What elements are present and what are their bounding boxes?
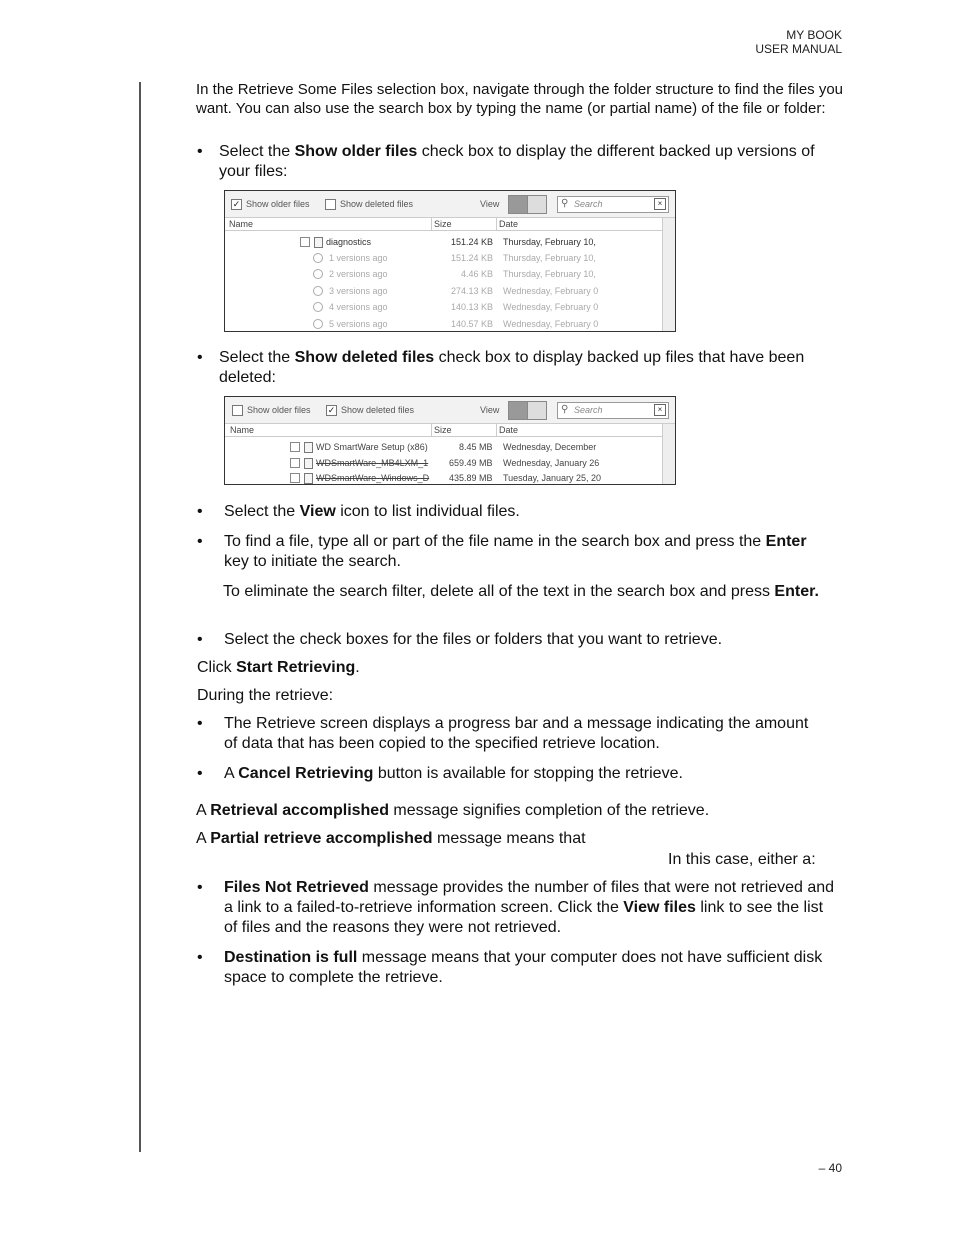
version-radio[interactable] [313,302,323,312]
bullet-text: Select the View icon to list individual files. [224,503,520,520]
row-name: 5 versions ago [329,319,388,329]
show-deleted-checkbox[interactable]: ✓ [327,405,336,415]
running-header [755,28,842,56]
row-date: Thursday, February 10, [503,253,596,263]
retrieve-files-panel-older [224,190,676,332]
col-size[interactable]: Size [434,219,452,229]
row-date: Wednesday, December [503,442,597,452]
table-row[interactable] [225,267,663,283]
row-date: Wednesday, January 26 [503,458,600,468]
row-name: 4 versions ago [329,302,388,312]
bullet-glyph: • [197,949,203,966]
search-icon: ⚲ [561,404,569,415]
version-radio[interactable] [313,319,323,329]
during-retrieve-heading: During the retrieve: [197,687,334,704]
clear-search-icon[interactable]: × [654,198,666,210]
header-doc: USER MANUAL [755,42,842,56]
show-deleted-label: Show deleted files [340,199,414,209]
retrieve-files-panel-deleted [224,396,676,485]
table-row[interactable] [225,317,663,332]
partial-retrieve-paragraph: A Partial retrieve accomplished message means that [196,830,586,847]
bullet-text: Files Not Retrieved message provides the number of files that were not retrieved and a link to a failed-to-retrieve information screen. Click the View files link to see the list of files and the reasons they were not retrieved. [224,879,835,936]
row-date: Thursday, February 10, [503,269,596,279]
bullet-glyph: • [197,765,203,782]
row-size: 151.24 KB [451,253,494,263]
row-size: 435.89 MB [449,473,493,483]
version-radio[interactable] [313,269,323,279]
search-view-icon[interactable] [527,401,547,420]
search-placeholder: Search [574,199,603,209]
search-icon: ⚲ [561,198,569,209]
bullet-text: To find a file, type all or part of the file name in the search box and press the Enter key to initiate the search. [224,533,807,570]
col-date[interactable]: Date [499,219,519,229]
search-view-icon[interactable] [527,195,547,214]
bullet-text: A Cancel Retrieving button is available for stopping the retrieve. [224,765,683,782]
row-checkbox[interactable] [290,473,300,483]
row-size: 151.24 KB [451,237,494,247]
vertical-scrollbar[interactable] [662,424,675,484]
show-older-checkbox[interactable] [232,405,243,416]
bullet-text: Select the Show older files check box to display the different backed up versions of your files: [219,143,815,180]
click-start-paragraph: Click Start Retrieving. [197,659,360,676]
table-row[interactable] [225,251,663,267]
view-label: View [480,199,500,209]
bullet-text: Select the check boxes for the files or folders that you want to retrieve. [224,631,723,648]
col-name[interactable]: Name [229,219,254,229]
search-placeholder: Search [574,405,603,415]
row-checkbox[interactable] [290,442,300,452]
version-radio[interactable] [313,286,323,296]
row-name: WDSmartWare_Windows_D [316,473,430,483]
panel-toolbar [225,191,675,218]
table-row[interactable] [225,440,663,456]
row-checkbox[interactable] [300,237,310,247]
panel-toolbar [225,397,675,424]
vertical-scrollbar[interactable] [662,218,675,331]
table-row[interactable] [225,471,663,485]
row-date: Tuesday, January 25, 20 [503,473,602,483]
row-size: 140.57 KB [451,319,494,329]
row-size: 4.46 KB [461,269,494,279]
header-product: MY BOOK [786,28,842,42]
bullet-text: Destination is full message means that your computer does not have sufficient disk space to complete the retrieve. [224,949,823,986]
row-date: Thursday, February 10, [503,237,596,247]
col-date[interactable]: Date [499,425,519,435]
bullet-text: The Retrieve screen displays a progress bar and a message indicating the amount of data that has been copied to the specified retrieve location. [224,715,809,752]
column-header-row [225,424,663,437]
row-date: Wednesday, February 0 [503,319,599,329]
bullet-glyph: • [197,533,203,550]
bullet-glyph: • [197,715,203,732]
show-older-label: Show older files [247,405,311,415]
row-name: diagnostics [326,237,372,247]
row-size: 140.13 KB [451,302,494,312]
list-view-icon[interactable] [508,401,528,420]
row-date: Wednesday, February 0 [503,286,599,296]
list-view-icon[interactable] [508,195,528,214]
bullet-glyph: • [197,349,203,366]
search-filter-note: To eliminate the search filter, delete all of the text in the search box and press Enter. [223,583,819,600]
row-checkbox[interactable] [290,458,300,468]
bullet-glyph: • [197,631,203,648]
page-number: – 40 [818,1161,842,1175]
folder-icon [304,442,313,453]
row-name: 3 versions ago [329,286,388,296]
show-older-checkbox[interactable]: ✓ [232,199,241,209]
view-label: View [480,405,500,415]
table-row[interactable] [225,235,663,251]
row-size: 274.13 KB [451,286,494,296]
bullet-glyph: • [197,143,203,160]
bullet-glyph: • [197,879,203,896]
row-name: WDSmartWare_MB4LXM_1 [316,458,429,468]
row-size: 8.45 MB [459,442,493,452]
bullet-text: Select the Show deleted files check box to display backed up files that have been deleted: [219,349,805,386]
version-radio[interactable] [313,253,323,263]
row-size: 659.49 MB [449,458,493,468]
file-icon [314,237,323,248]
intro-paragraph: In the Retrieve Some Files selection box, navigate through the folder structure to find the files you want. You can also use the search box by typing the name (or partial name) of the file or folder: [196,81,844,117]
bullet-glyph: • [197,503,203,520]
margin-rule [139,82,141,1152]
show-deleted-checkbox[interactable] [325,199,336,210]
file-icon [304,473,313,484]
row-date: Wednesday, February 0 [503,302,599,312]
col-name[interactable]: Name [230,425,255,435]
show-older-label: Show older files [246,199,310,209]
search-input[interactable] [557,402,669,419]
show-deleted-label: Show deleted files [341,405,415,415]
table-row[interactable] [225,300,663,316]
row-name: 2 versions ago [329,269,388,279]
either-text: In this case, either a: [668,851,816,868]
col-size[interactable]: Size [434,425,452,435]
table-row[interactable] [225,284,663,300]
clear-search-icon[interactable]: × [654,404,666,416]
file-icon [304,458,313,469]
search-input[interactable] [557,196,669,213]
column-header-row [225,218,663,231]
retrieval-accomplished-paragraph: A Retrieval accomplished message signifies completion of the retrieve. [196,802,710,819]
row-name: 1 versions ago [329,253,388,263]
row-name: WD SmartWare Setup (x86) [316,442,428,452]
table-row[interactable] [225,456,663,472]
